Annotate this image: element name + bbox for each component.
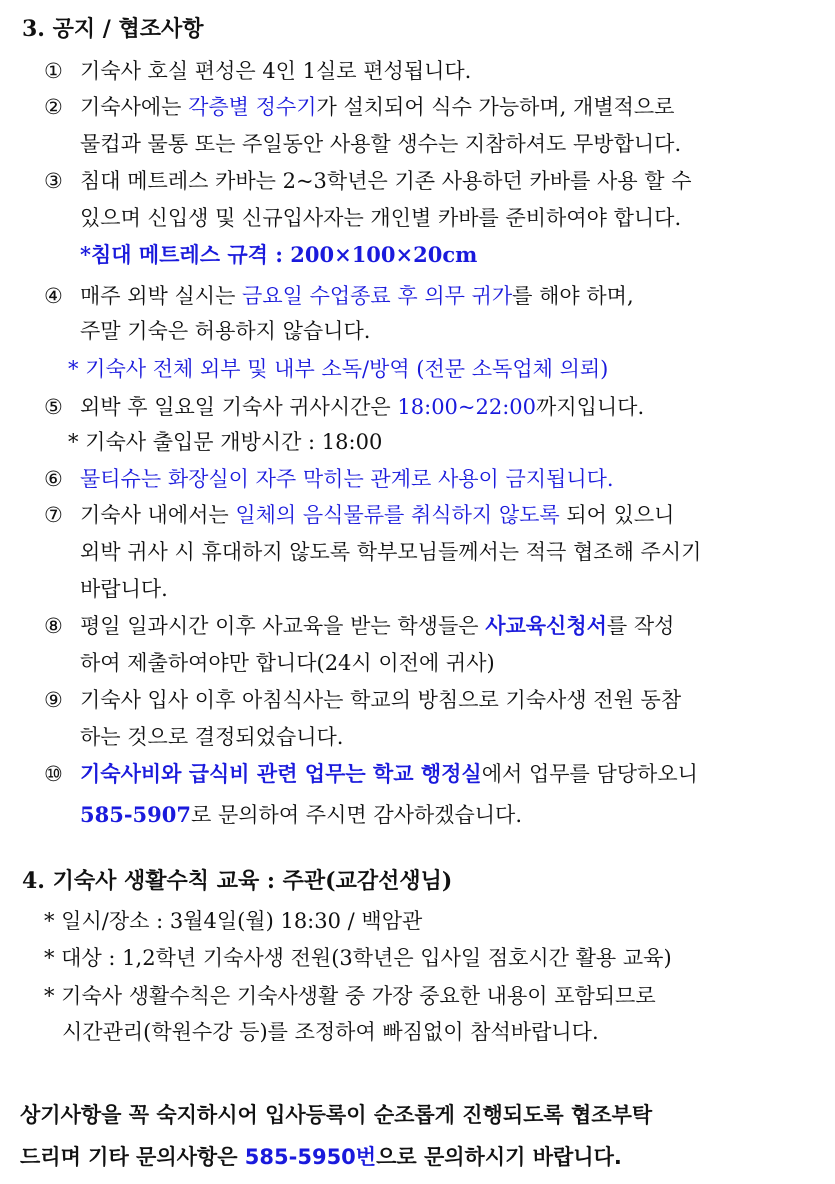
closing-phone: 585-5950번 xyxy=(244,1145,377,1169)
notice-item-line xyxy=(80,648,495,678)
item-text-segment: 18:00~22:00 xyxy=(397,395,537,419)
notice-item-line xyxy=(44,392,644,422)
notice-item-line xyxy=(44,464,614,494)
notice-item-line xyxy=(80,129,681,159)
item-text-segment: 기숙사에는 xyxy=(80,95,189,119)
item-text-segment: 기숙사 내에서는 xyxy=(80,503,236,527)
notice-item-line xyxy=(44,92,674,122)
notice-item-line xyxy=(80,722,343,752)
section4-note: * 기숙사 생활수칙은 기숙사생활 중 가장 중요한 내용이 포함되므로 xyxy=(44,984,656,1008)
item-number: ① xyxy=(44,59,63,83)
notice-item-line xyxy=(80,203,681,233)
item-text-segment: 기숙사 호실 편성은 4인 1실로 편성됩니다. xyxy=(80,59,472,83)
notice-item-line xyxy=(80,537,701,567)
item-text-segment: 침대 메트레스 카바는 2~3학년은 기존 사용하던 카바를 사용 할 수 xyxy=(80,169,692,193)
section4-note: * 일시/장소 : 3월4일(월) 18:30 / 백암관 xyxy=(44,909,423,933)
notice-item-line xyxy=(44,56,471,86)
section3-heading: 3. 공지 / 협조사항 xyxy=(22,16,204,42)
item-text-segment: 를 작성 xyxy=(606,614,675,638)
item-text-segment: 있으며 신입생 및 신규입사자는 개인별 카바를 준비하여야 합니다. xyxy=(80,206,682,230)
notice-item-line xyxy=(44,500,674,530)
item-text-segment: 를 해야 하며, xyxy=(512,284,634,308)
item-number: ② xyxy=(44,95,63,119)
item-text-segment: *침대 메트레스 규격 : 200×100×20cm xyxy=(80,242,478,267)
item-text-segment: 물티슈는 화장실이 자주 막히는 관계로 사용이 금지됩니다. xyxy=(80,467,614,491)
item-text-segment: 585-5907 xyxy=(80,802,191,827)
closing-line-2 xyxy=(20,1142,622,1172)
item-text-segment: 기숙사비와 급식비 관련 업무는 학교 행정실 xyxy=(80,761,482,786)
notice-item-line xyxy=(44,685,681,715)
notice-item-line xyxy=(80,800,522,830)
item-text-segment: 평일 일과시간 이후 사교육을 받는 학생들은 xyxy=(80,614,486,638)
notice-item-line xyxy=(44,759,698,789)
item-number: ⑩ xyxy=(44,762,63,786)
item-text-segment: 가 설치되어 식수 가능하며, 개별적으로 xyxy=(316,95,675,119)
closing-text: 드리며 기타 문의사항은 xyxy=(20,1145,245,1169)
note-disinfection: * 기숙사 전체 외부 및 내부 소독/방역 (전문 소독업체 의뢰) xyxy=(68,357,609,381)
item-text-segment: 일체의 음식물류를 취식하지 않도록 xyxy=(235,503,560,527)
item-text-segment: 에서 업무를 담당하오니 xyxy=(481,762,698,786)
section4-note: 시간관리(학원수강 등)를 조정하여 빠짐없이 참석바랍니다. xyxy=(62,1020,599,1044)
section4-note: * 대상 : 1,2학년 기숙사생 전원(3학년은 입사일 점호시간 활용 교육) xyxy=(44,946,672,970)
item-text-segment: 외박 귀사 시 휴대하지 않도록 학부모님들께서는 적극 협조해 주시기 xyxy=(80,540,702,564)
item-text-segment: 까지입니다. xyxy=(536,395,645,419)
item-text-segment: 바랍니다. xyxy=(80,577,168,601)
item-text-segment: 주말 기숙은 허용하지 않습니다. xyxy=(80,319,371,343)
item-number: ⑤ xyxy=(44,395,63,419)
item-text-segment: 매주 외박 실시는 xyxy=(80,284,243,308)
item-text-segment: 각층별 정수기 xyxy=(188,95,317,119)
item-number: ⑥ xyxy=(44,467,63,491)
item-text-segment: 기숙사 입사 이후 아침식사는 학교의 방침으로 기숙사생 전원 동참 xyxy=(80,688,682,712)
item-text-segment: 물컵과 물통 또는 주일동안 사용할 생수는 지참하셔도 무방합니다. xyxy=(80,132,682,156)
notice-item-line xyxy=(44,281,634,311)
closing-line-1: 상기사항을 꼭 숙지하시어 입사등록이 순조롭게 진행되도록 협조부탁 xyxy=(20,1103,653,1127)
item-number: ⑧ xyxy=(44,614,63,638)
item-text-segment: 로 문의하여 주시면 감사하겠습니다. xyxy=(191,803,522,827)
item-number: ③ xyxy=(44,169,63,193)
closing-text: 으로 문의하시기 바랍니다. xyxy=(376,1145,622,1169)
item-text-segment: 하는 것으로 결정되었습니다. xyxy=(80,725,344,749)
notice-item-line xyxy=(80,316,370,346)
item-number: ⑨ xyxy=(44,688,63,712)
item-text-segment: 외박 후 일요일 기숙사 귀사시간은 xyxy=(80,395,398,419)
note-gate-hours: * 기숙사 출입문 개방시간 : 18:00 xyxy=(68,430,383,454)
item-number: ④ xyxy=(44,284,63,308)
item-text-segment: 사교육신청서 xyxy=(485,613,607,638)
notice-item-line xyxy=(44,611,674,641)
item-text-segment: 하여 제출하여야만 합니다(24시 이전에 귀사) xyxy=(80,651,495,675)
section4-heading: 4. 기숙사 생활수칙 교육 : 주관(교감선생님) xyxy=(22,868,453,894)
notice-item-line xyxy=(44,166,692,196)
notice-item-line xyxy=(80,240,477,270)
item-text-segment: 금요일 수업종료 후 의무 귀가 xyxy=(242,284,513,308)
notice-item-line xyxy=(80,574,168,604)
item-text-segment: 되어 있으니 xyxy=(559,503,675,527)
item-number: ⑦ xyxy=(44,503,63,527)
